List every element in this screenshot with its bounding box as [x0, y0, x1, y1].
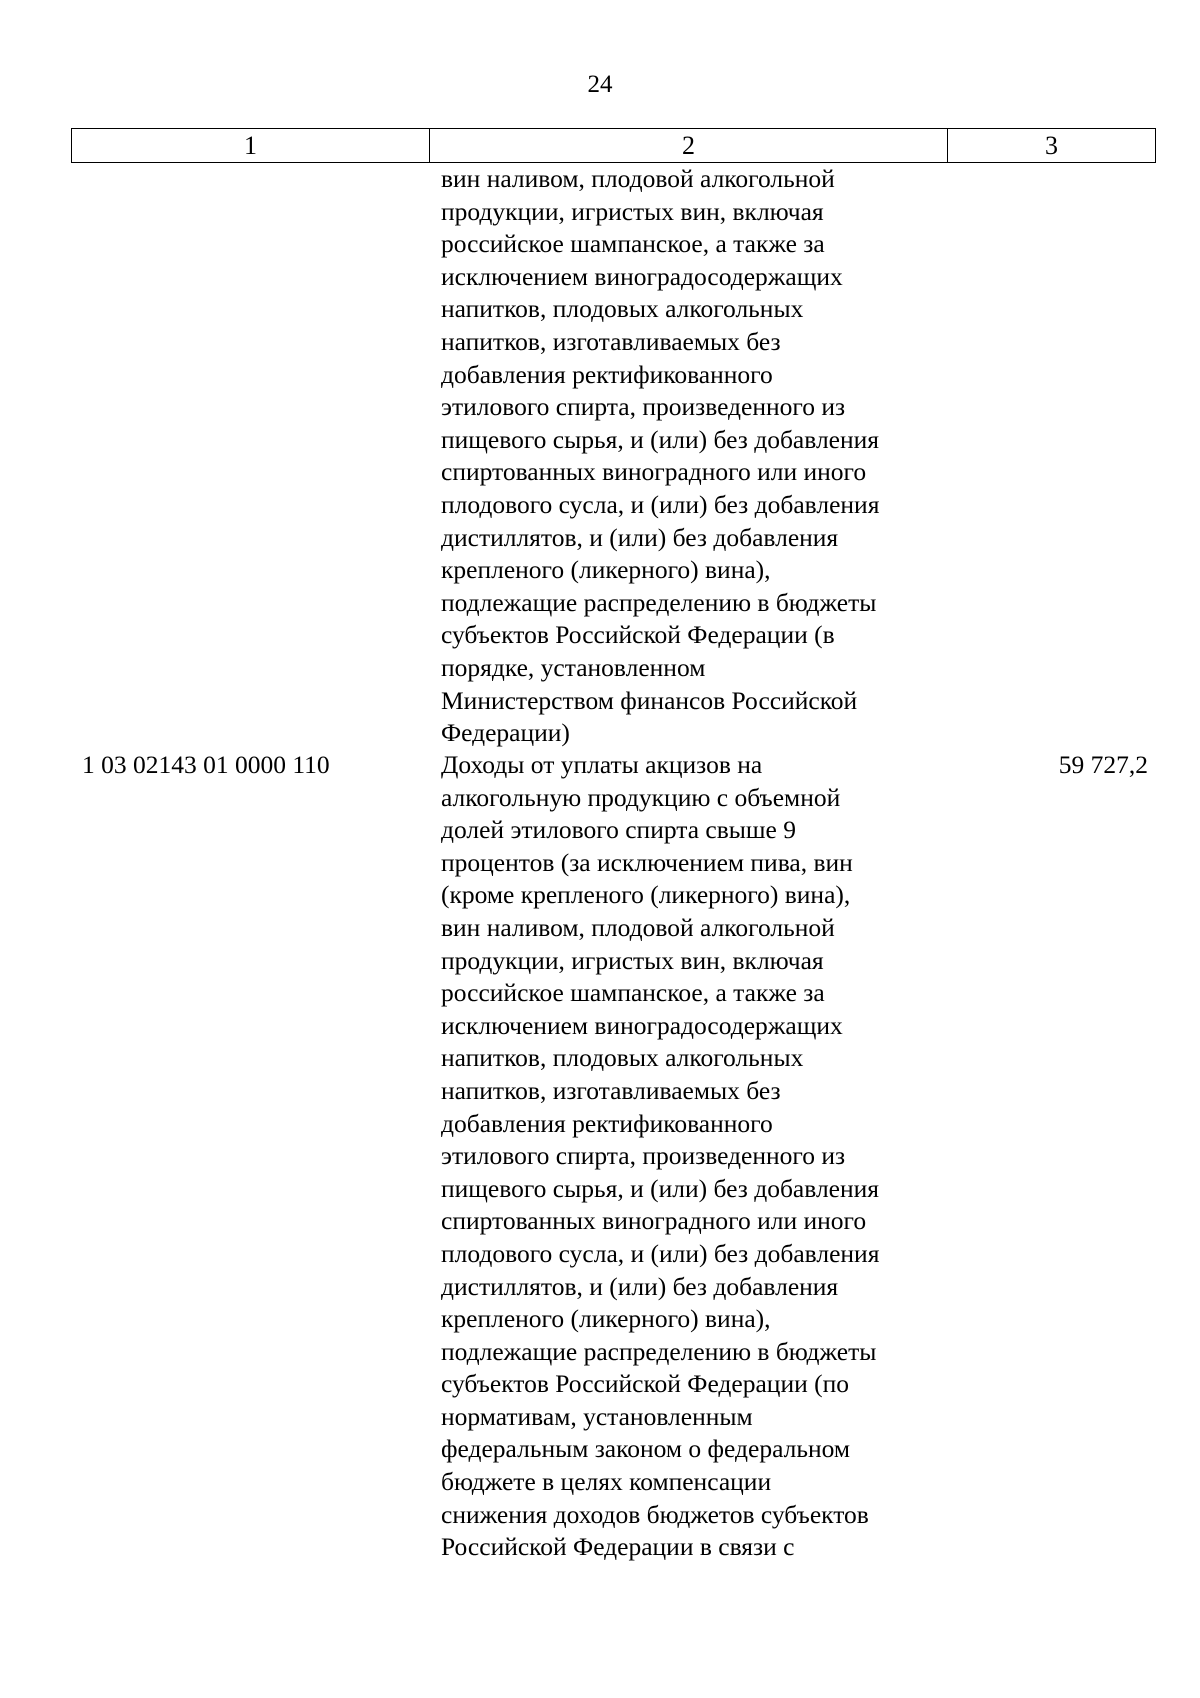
description-line: напитков, плодовых алкогольных	[441, 1043, 804, 1073]
description-line: Российской Федерации в связи с	[441, 1532, 795, 1562]
description-line: вин наливом, плодовой алкогольной	[441, 912, 835, 942]
description-line: исключением виноградосодержащих	[441, 1010, 843, 1040]
header-cell-2: 2	[430, 129, 948, 162]
header-cell-3: 3	[1045, 131, 1058, 160]
header-cell-1: 1	[72, 129, 430, 162]
description-line: порядке, установленном	[441, 652, 706, 682]
description-line: вин наливом, плодовой алкогольной	[441, 164, 835, 193]
description-line: этилового спирта, произведенного из	[441, 1141, 846, 1171]
description-line: добавления ректификованного	[441, 1108, 773, 1138]
description-line: добавления ректификованного	[441, 359, 773, 389]
description-line: этилового спирта, произведенного из	[441, 392, 846, 422]
description-line: российское шампанское, а также за	[441, 229, 825, 259]
description-line: снижения доходов бюджетов субъектов	[441, 1499, 869, 1529]
description-line: федеральным законом о федеральном	[441, 1434, 851, 1464]
description-line: напитков, плодовых алкогольных	[441, 294, 804, 324]
description-line: нормативам, установленным	[441, 1401, 753, 1431]
description-line: дистиллятов, и (или) без добавления	[441, 1271, 839, 1301]
description-line: долей этилового спирта свыше 9	[441, 815, 796, 845]
description-line: бюджете в целях компенсации	[441, 1467, 772, 1497]
description-line: субъектов Российской Федерации (по	[441, 1369, 849, 1399]
description-line: субъектов Российской Федерации (в	[441, 620, 835, 650]
description-line: продукции, игристых вин, включая	[441, 196, 824, 226]
revenue-amount: 59 727,2	[1058, 750, 1148, 779]
description-line: (кроме крепленого (ликерного) вина),	[441, 880, 851, 910]
row-description	[441, 749, 961, 1564]
description-line: пищевого сырья, и (или) без добавления	[441, 424, 880, 454]
description-line: напитков, изготавливаемых без	[441, 1075, 781, 1105]
description-line: процентов (за исключением пива, вин	[441, 847, 853, 877]
description-line: подлежащие распределению в бюджеты	[441, 1336, 877, 1366]
description-line: продукции, игристых вин, включая	[441, 945, 824, 975]
description-line: Федерации)	[441, 718, 570, 748]
description-line: алкогольную продукцию с объемной	[441, 782, 841, 812]
description-line: плодового сусла, и (или) без добавления	[441, 1238, 880, 1268]
description-line: подлежащие распределению в бюджеты	[441, 587, 877, 617]
description-line: спиртованных виноградного или иного	[441, 1206, 867, 1236]
description-line: пищевого сырья, и (или) без добавления	[441, 1173, 880, 1203]
description-line: дистиллятов, и (или) без добавления	[441, 522, 839, 552]
description-line: напитков, изготавливаемых без	[441, 326, 781, 356]
description-line: Доходы от уплаты акцизов на	[441, 750, 763, 779]
description-line: российское шампанское, а также за	[441, 978, 825, 1008]
description-line: плодового сусла, и (или) без добавления	[441, 489, 880, 519]
revenue-code: 1 03 02143 01 0000 110	[82, 750, 330, 779]
description-line: спиртованных виноградного или иного	[441, 457, 867, 487]
description-line: исключением виноградосодержащих	[441, 261, 843, 291]
description-line: Министерством финансов Российской	[441, 685, 858, 715]
description-line: крепленого (ликерного) вина),	[441, 1304, 771, 1334]
description-line: крепленого (ликерного) вина),	[441, 555, 771, 585]
table-header-row	[71, 128, 1156, 163]
page-number: 24	[587, 71, 613, 98]
continued-description	[441, 163, 961, 750]
